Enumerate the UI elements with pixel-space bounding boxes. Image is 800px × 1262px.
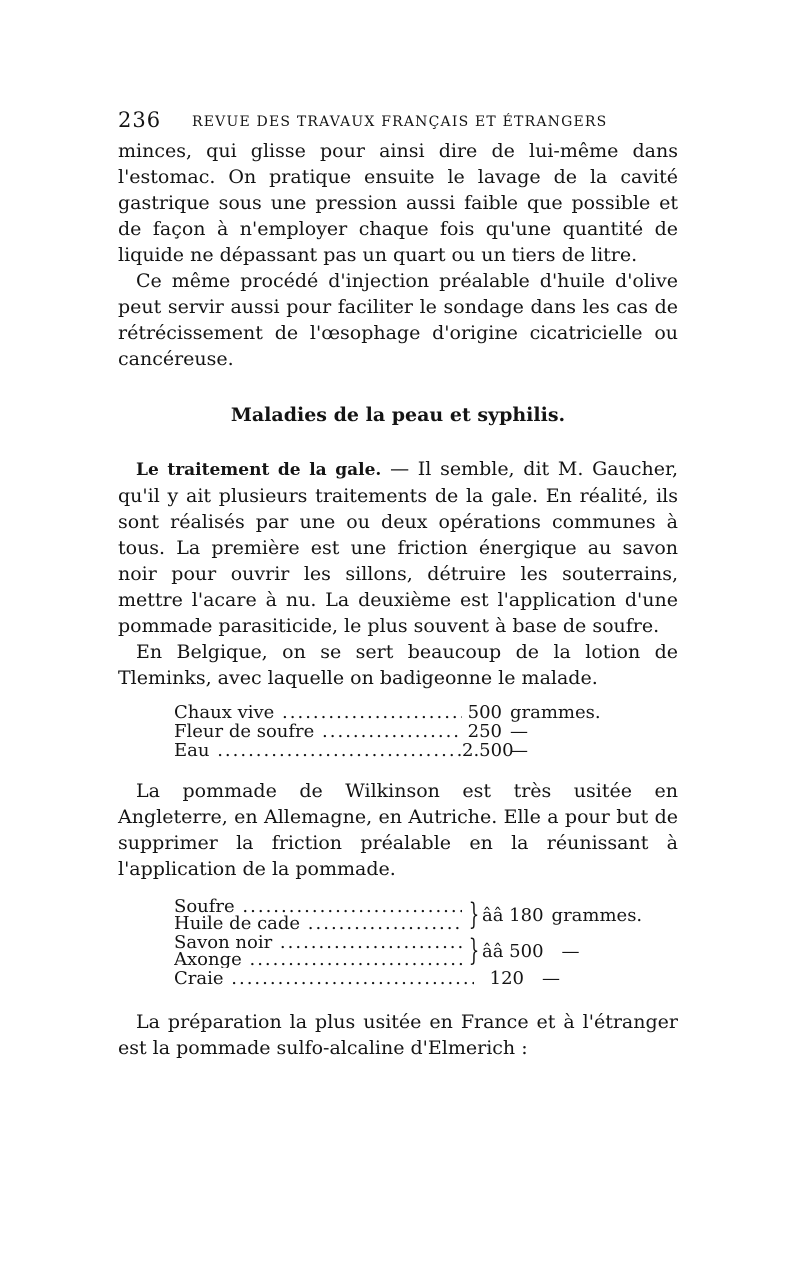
paragraph-4: En Belgique, on se sert beaucoup de la lotion de Tleminks, avec laquelle on badigeonne le malade.	[118, 641, 678, 689]
page-header	[118, 108, 678, 138]
body-text	[118, 138, 678, 691]
ingredient-name: Soufre .....	[174, 898, 462, 915]
ingredient-unit: grammes.	[551, 904, 643, 926]
brace-icon: }	[468, 897, 480, 932]
ingredient-name: Fleur de soufre .....	[174, 722, 462, 741]
ingredient-qty: 2.500	[462, 740, 514, 761]
ingredient-name: Eau .....	[174, 741, 462, 760]
ingredient-name: Craie .....	[174, 970, 474, 987]
brace-icon: }	[468, 933, 480, 968]
ingredient-unit: —	[542, 968, 560, 989]
formula-group	[174, 934, 678, 968]
running-title: REVUE DES TRAVAUX FRANÇAIS ET ÉTRANGERS	[192, 114, 608, 130]
ingredient-qty: ââ 500	[482, 940, 544, 962]
group-ingredients	[174, 934, 466, 968]
ingredient-unit: grammes.	[510, 702, 601, 723]
formula-row	[174, 722, 678, 741]
ingredient-unit: —	[510, 740, 528, 761]
paragraph-3	[118, 456, 678, 639]
ingredient-name: Axonge .....	[174, 951, 462, 968]
formula-row	[174, 703, 678, 722]
body-text-3	[118, 1009, 678, 1061]
ingredient-name: Huile de cade .....	[174, 915, 462, 932]
formula-row	[174, 741, 678, 760]
page-number: 236	[118, 108, 162, 132]
formula-row	[174, 970, 678, 987]
ingredient-qty: ââ 180	[482, 904, 544, 926]
ingredient-unit: —	[510, 721, 528, 742]
ingredient-name: Savon noir .....	[174, 934, 462, 951]
ingredient-qty: 120	[489, 968, 524, 989]
ingredient-name: Chaux vive .....	[174, 703, 462, 722]
section-title: Maladies de la peau et syphilis.	[230, 404, 566, 426]
ingredient-qty: 500	[467, 702, 502, 723]
formula-group	[174, 898, 678, 932]
page	[118, 108, 678, 1061]
paragraph-1: minces, qui glisse pour ainsi dire de lui-même dans l'estomac. On pratique ensuite le lavage de la cavité gastrique sous une pression aussi faible que possible et de façon à n'employer chaque fois qu'une quantité de liquide ne dépassant pas un quart ou un tiers de litre.	[118, 140, 678, 266]
paragraph-3-text: — Il semble, dit M. Gaucher, qu'il y ait plusieurs traitements de la gale. En réalité, ils sont réalisés par une ou deux opérations communes à tous. La première est une friction énergique au savon noir pour ouvrir les sillons, détruire les souterrains, mettre l'acare à nu. La deuxième est l'application d'une pommade parasiticide, le plus souvent à base de soufre.	[118, 458, 678, 637]
paragraph-6: La préparation la plus usitée en France et à l'étranger est la pommade sulfo-alcaline d'Elmerich :	[118, 1011, 678, 1059]
paragraph-2: Ce même procédé d'injection préalable d'huile d'olive peut servir aussi pour faciliter le sondage dans les cas de rétrécissement de l'œsophage d'origine cicatricielle ou cancéreuse.	[118, 270, 678, 370]
subheading: Le traitement de la gale.	[136, 460, 382, 480]
formula-pommade	[174, 898, 678, 987]
body-text-2	[118, 778, 678, 882]
ingredient-qty: 250	[467, 721, 502, 742]
ingredient-unit: —	[561, 940, 580, 962]
formula-lotion	[174, 703, 678, 760]
paragraph-5: La pommade de Wilkinson est très usitée en Angleterre, en Allemagne, en Autriche. Elle a pour but de supprimer la friction préalable en la réunissant à l'application de la pommade.	[118, 780, 678, 880]
group-ingredients	[174, 898, 466, 932]
